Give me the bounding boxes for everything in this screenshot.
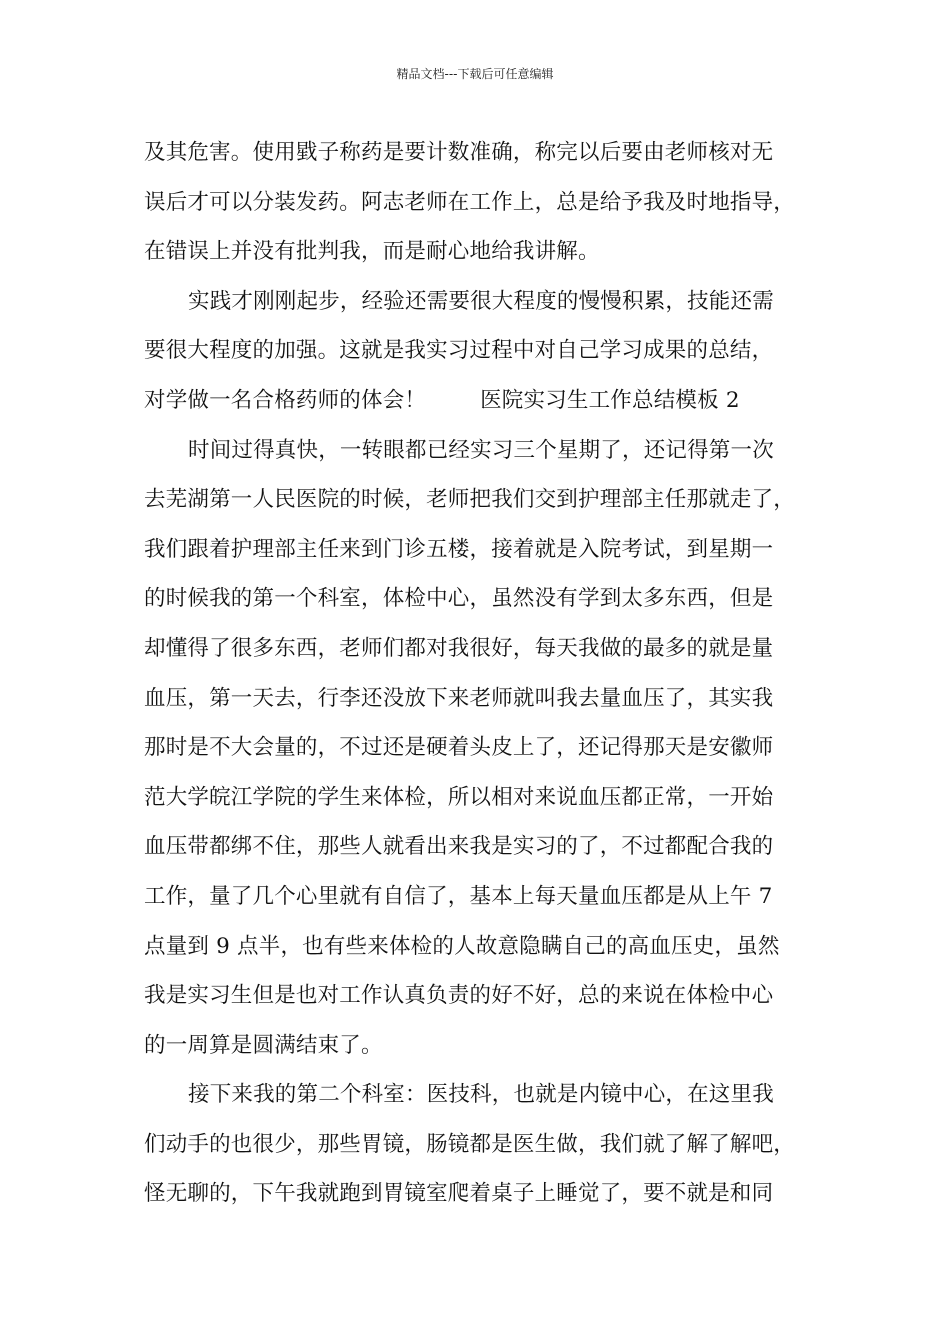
text-line: 时间过得真快，一转眼都已经实习三个星期了，还记得第一次 xyxy=(188,437,774,463)
text-line: 在错误上并没有批判我，而是耐心地给我讲解。 xyxy=(144,239,600,265)
text-line: 工作，量了几个心里就有自信了，基本上每天量血压都是从上午 7 xyxy=(144,883,773,909)
text-line: 我是实习生但是也对工作认真负责的好不好，总的来说在体检中心 xyxy=(144,983,774,1009)
text-line: 血压，第一天去，行李还没放下来老师就叫我去量血压了，其实我 xyxy=(144,685,774,711)
text-line: 接下来我的第二个科室：医技科，也就是内镜中心，在这里我 xyxy=(188,1082,774,1108)
text-line: 那时是不大会量的，不过还是硬着头皮上了，还记得那天是安徽师 xyxy=(144,735,774,761)
text-line: 要很大程度的加强。这就是我实习过程中对自己学习成果的总结， xyxy=(144,338,774,364)
text-line-with-title xyxy=(144,376,844,426)
page-header: 精品文档---下载后可任意编辑 xyxy=(396,67,554,81)
text-line: 的一周算是圆满结束了。 xyxy=(144,1032,383,1058)
text-line: 的时候我的第一个科室，体检中心，虽然没有学到太多东西，但是 xyxy=(144,586,774,612)
document-body xyxy=(144,128,844,1219)
text-line: 误后才可以分装发药。阿志老师在工作上，总是给予我及时地指导， xyxy=(144,189,796,215)
text-line: 对学做一名合格药师的体会！ xyxy=(144,387,427,413)
text-line: 我们跟着护理部主任来到门诊五楼，接着就是入院考试，到星期一 xyxy=(144,536,774,562)
text-line: 却懂得了很多东西，老师们都对我很好，每天我做的最多的就是量 xyxy=(144,635,774,661)
text-line: 怪无聊的，下午我就跑到胃镜室爬着桌子上睡觉了，要不就是和同 xyxy=(144,1181,774,1207)
text-line: 实践才刚刚起步，经验还需要很大程度的慢慢积累，技能还需 xyxy=(188,288,774,314)
text-line: 及其危害。使用戥子称药是要计数准确，称完以后要由老师核对无 xyxy=(144,140,774,165)
text-line: 们动手的也很少，那些胃镜，肠镜都是医生做，我们就了解了解吧， xyxy=(144,1131,796,1157)
section-title: 医院实习生工作总结模板 2 xyxy=(480,387,740,413)
text-line: 去芜湖第一人民医院的时候，老师把我们交到护理部主任那就走了， xyxy=(144,487,796,513)
text-line: 血压带都绑不住，那些人就看出来我是实习的了，不过都配合我的 xyxy=(144,834,774,860)
text-line: 点量到 9 点半，也有些来体检的人故意隐瞒自己的高血压史，虽然 xyxy=(144,933,780,959)
text-line: 范大学皖江学院的学生来体检，所以相对来说血压都正常，一开始 xyxy=(144,784,774,810)
